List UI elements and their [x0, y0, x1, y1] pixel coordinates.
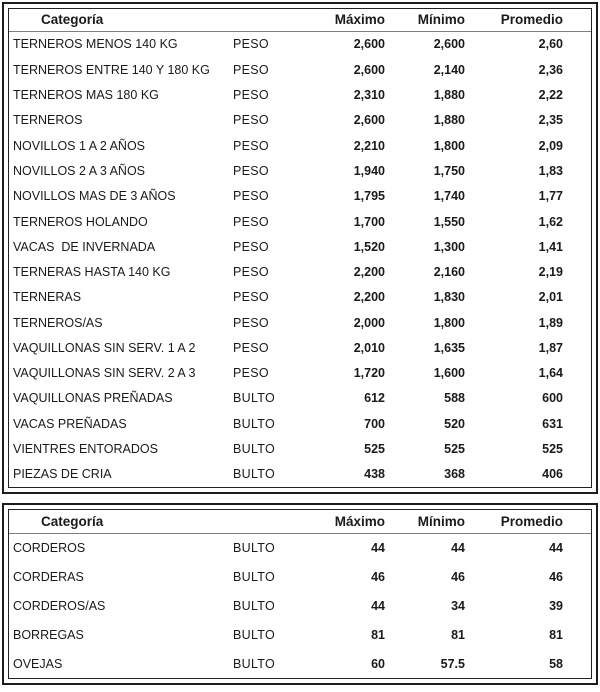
sheep-header-row	[9, 510, 591, 533]
min-cell: 1,740	[433, 189, 465, 204]
min-cell: 1,830	[433, 290, 465, 305]
col-header-unit-blank	[227, 510, 301, 533]
category-cell: CORDERAS	[13, 570, 84, 585]
avg-cell: 81	[549, 627, 563, 642]
category-cell: VIENTRES ENTORADOS	[13, 442, 158, 457]
avg-cell: 1,41	[538, 239, 563, 254]
col-header-categoria: Categoría	[9, 9, 227, 31]
max-cell: 525	[364, 442, 385, 457]
table-row	[9, 133, 591, 158]
avg-cell: 406	[542, 467, 563, 482]
sheep-price-table-frame	[2, 503, 598, 685]
max-cell: 60	[371, 656, 385, 671]
min-cell: 1,300	[433, 239, 465, 254]
unit-cell: PESO	[233, 113, 269, 128]
min-cell: 1,550	[433, 214, 465, 229]
table-row	[9, 592, 591, 621]
max-cell: 2,600	[353, 37, 385, 52]
cattle-header-row	[9, 9, 591, 31]
unit-cell: PESO	[233, 62, 269, 77]
col-header-minimo: Mínimo	[387, 9, 467, 31]
table-row	[9, 649, 591, 678]
sheep-price-table	[9, 510, 591, 678]
table-row	[9, 82, 591, 107]
min-cell: 2,140	[433, 62, 465, 77]
table-row	[9, 533, 591, 563]
max-cell: 612	[364, 391, 385, 406]
min-cell: 525	[444, 442, 465, 457]
min-cell: 44	[451, 541, 465, 556]
avg-cell: 600	[542, 391, 563, 406]
unit-cell: PESO	[233, 290, 269, 305]
col-header-promedio: Promedio	[467, 9, 591, 31]
col-header-maximo: Máximo	[301, 9, 387, 31]
category-cell: VACAS PREÑADAS	[13, 416, 127, 431]
category-cell: CORDEROS/AS	[13, 598, 106, 613]
avg-cell: 1,87	[538, 340, 563, 355]
category-cell: TERNEROS MENOS 140 KG	[13, 37, 178, 52]
min-cell: 1,880	[433, 88, 465, 103]
avg-cell: 2,36	[538, 62, 563, 77]
min-cell: 34	[451, 598, 465, 613]
min-cell: 520	[444, 416, 465, 431]
category-cell: PIEZAS DE CRIA	[13, 467, 112, 482]
category-cell: TERNERAS	[13, 290, 82, 305]
unit-cell: BULTO	[233, 442, 276, 457]
avg-cell: 525	[542, 442, 563, 457]
category-cell: VAQUILLONAS PREÑADAS	[13, 391, 173, 406]
category-cell: TERNEROS HOLANDO	[13, 214, 148, 229]
table-row	[9, 361, 591, 386]
min-cell: 1,880	[433, 113, 465, 128]
unit-cell: BULTO	[233, 627, 276, 642]
table-row	[9, 563, 591, 592]
max-cell: 81	[371, 627, 385, 642]
avg-cell: 1,89	[538, 315, 563, 330]
avg-cell: 44	[549, 541, 563, 556]
unit-cell: PESO	[233, 37, 269, 52]
avg-cell: 1,83	[538, 163, 563, 178]
category-cell: BORREGAS	[13, 627, 84, 642]
max-cell: 438	[364, 467, 385, 482]
table-row	[9, 436, 591, 461]
unit-cell: BULTO	[233, 541, 276, 556]
min-cell: 1,800	[433, 315, 465, 330]
col-header-maximo: Máximo	[301, 510, 387, 533]
unit-cell: PESO	[233, 239, 269, 254]
category-cell: VAQUILLONAS SIN SERV. 2 A 3	[13, 366, 196, 381]
category-cell: NOVILLOS 2 A 3 AÑOS	[13, 163, 146, 178]
avg-cell: 58	[549, 656, 563, 671]
table-row	[9, 209, 591, 234]
max-cell: 44	[371, 598, 385, 613]
min-cell: 1,635	[433, 340, 465, 355]
avg-cell: 2,01	[538, 290, 563, 305]
table-row	[9, 108, 591, 133]
sheep-price-table-inner-border	[8, 509, 592, 679]
table-row	[9, 259, 591, 284]
category-cell: VACAS DE INVERNADA	[13, 239, 156, 254]
table-row	[9, 57, 591, 82]
cattle-price-table-inner-border	[8, 8, 592, 488]
unit-cell: PESO	[233, 163, 269, 178]
cattle-price-table-frame	[2, 2, 598, 494]
avg-cell: 1,77	[538, 189, 563, 204]
unit-cell: BULTO	[233, 598, 276, 613]
unit-cell: PESO	[233, 366, 269, 381]
max-cell: 2,310	[353, 88, 385, 103]
category-cell: NOVILLOS 1 A 2 AÑOS	[13, 138, 146, 153]
avg-cell: 2,60	[538, 37, 563, 52]
table-row	[9, 386, 591, 411]
unit-cell: PESO	[233, 315, 269, 330]
unit-cell: PESO	[233, 214, 269, 229]
col-header-minimo: Mínimo	[387, 510, 467, 533]
table-row	[9, 462, 591, 487]
category-cell: NOVILLOS MAS DE 3 AÑOS	[13, 189, 176, 204]
max-cell: 1,720	[353, 366, 385, 381]
table-row	[9, 158, 591, 183]
avg-cell: 2,35	[538, 113, 563, 128]
table-row	[9, 285, 591, 310]
max-cell: 46	[371, 570, 385, 585]
table-row	[9, 411, 591, 436]
max-cell: 1,795	[353, 189, 385, 204]
table-row	[9, 184, 591, 209]
max-cell: 2,200	[353, 265, 385, 280]
min-cell: 1,750	[433, 163, 465, 178]
avg-cell: 39	[549, 598, 563, 613]
unit-cell: PESO	[233, 189, 269, 204]
max-cell: 44	[371, 541, 385, 556]
max-cell: 2,600	[353, 62, 385, 77]
table-row	[9, 310, 591, 335]
unit-cell: PESO	[233, 88, 269, 103]
unit-cell: PESO	[233, 340, 269, 355]
unit-cell: PESO	[233, 138, 269, 153]
category-cell: TERNEROS	[13, 113, 83, 128]
avg-cell: 2,09	[538, 138, 563, 153]
table-row	[9, 335, 591, 360]
avg-cell: 46	[549, 570, 563, 585]
max-cell: 700	[364, 416, 385, 431]
table-row	[9, 620, 591, 649]
avg-cell: 1,64	[538, 366, 563, 381]
col-header-categoria: Categoría	[9, 510, 227, 533]
min-cell: 46	[451, 570, 465, 585]
unit-cell: BULTO	[233, 467, 276, 482]
table-row	[9, 31, 591, 57]
col-header-promedio: Promedio	[467, 510, 591, 533]
category-cell: CORDEROS	[13, 541, 86, 556]
table-row	[9, 234, 591, 259]
unit-cell: BULTO	[233, 416, 276, 431]
min-cell: 57.5	[440, 656, 465, 671]
min-cell: 368	[444, 467, 465, 482]
unit-cell: PESO	[233, 265, 269, 280]
max-cell: 2,010	[353, 340, 385, 355]
cattle-price-table	[9, 9, 591, 487]
max-cell: 2,600	[353, 113, 385, 128]
max-cell: 2,000	[353, 315, 385, 330]
min-cell: 2,160	[433, 265, 465, 280]
avg-cell: 2,22	[538, 88, 563, 103]
unit-cell: BULTO	[233, 656, 276, 671]
avg-cell: 1,62	[538, 214, 563, 229]
max-cell: 1,700	[353, 214, 385, 229]
avg-cell: 631	[542, 416, 563, 431]
max-cell: 2,200	[353, 290, 385, 305]
min-cell: 588	[444, 391, 465, 406]
unit-cell: BULTO	[233, 391, 276, 406]
category-cell: TERNEROS/AS	[13, 315, 103, 330]
category-cell: TERNERAS HASTA 140 KG	[13, 265, 171, 280]
category-cell: TERNEROS ENTRE 140 Y 180 KG	[13, 62, 210, 77]
min-cell: 1,800	[433, 138, 465, 153]
unit-cell: BULTO	[233, 570, 276, 585]
max-cell: 1,940	[353, 163, 385, 178]
max-cell: 2,210	[353, 138, 385, 153]
max-cell: 1,520	[353, 239, 385, 254]
min-cell: 2,600	[433, 37, 465, 52]
min-cell: 1,600	[433, 366, 465, 381]
min-cell: 81	[451, 627, 465, 642]
col-header-unit-blank	[227, 9, 301, 31]
avg-cell: 2,19	[538, 265, 563, 280]
category-cell: VAQUILLONAS SIN SERV. 1 A 2	[13, 340, 196, 355]
category-cell: TERNEROS MAS 180 KG	[13, 88, 159, 103]
category-cell: OVEJAS	[13, 656, 63, 671]
